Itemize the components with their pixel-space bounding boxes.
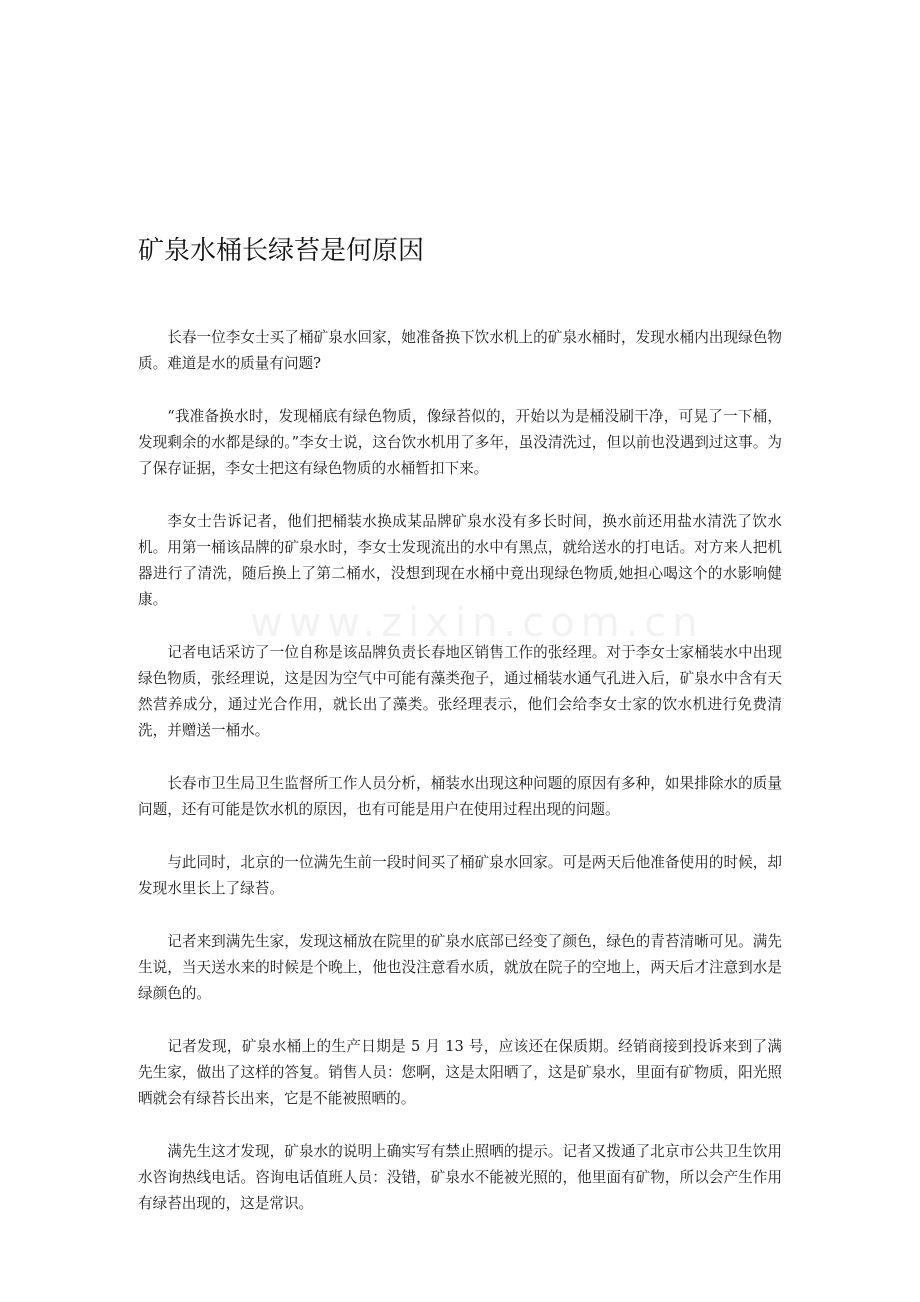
paragraph-2: “我准备换水时，发现桶底有绿色物质，像绿苔似的，开始以为是桶没刷干净，可晃了一下桶，发现剩余的水都是绿的。”李女士说，这台饮水机用了多年，虽没清洗过，但以前也没遇到过这事。为了保存证据，李女士把这有绿色物质的水桶暂扣下来。 xyxy=(138,408,782,477)
paragraph-6: 与此同时，北京的一位满先生前一段时间买了桶矿泉水回家。可是两天后他准备使用的时候，却发现水里长上了绿苔。 xyxy=(138,854,782,897)
article-body xyxy=(138,325,782,1244)
paragraph-8: 记者发现，矿泉水桶上的生产日期是 5 月 13 号，应该还在保质期。经销商接到投诉来到了满先生家，做出了这样的答复。销售人员：您啊，这是太阳晒了，这是矿泉水，里面有矿物质，阳光照晒就会有绿苔长出来，它是不能被照晒的。 xyxy=(138,1038,782,1107)
watermark-text: www.zixin.com.cn xyxy=(250,600,704,646)
paragraph-5: 长春市卫生局卫生监督所工作人员分析，桶装水出现这种问题的原因有多种，如果排除水的质量问题，还有可能是饮水机的原因，也有可能是用户在使用过程出现的问题。 xyxy=(138,775,782,818)
page-title: 矿泉水桶长绿苔是何原因 xyxy=(138,236,425,266)
paragraph-4: 记者电话采访了一位自称是该品牌负责长春地区销售工作的张经理。对于李女士家桶装水中出现绿色物质，张经理说，这是因为空气中可能有藻类孢子，通过桶装水通气孔进入后，矿泉水中含有天然营养成分，通过光合作用，就长出了藻类。张经理表示，他们会给李女士家的饮水机进行免费清洗，并赠送一桶水。 xyxy=(138,644,782,739)
paragraph-9: 满先生这才发现，矿泉水的说明上确实写有禁止照晒的提示。记者又拨通了北京市公共卫生饮用水咨询热线电话。咨询电话值班人员：没错，矿泉水不能被光照的，他里面有矿物，所以会产生作用有绿苔出现的，这是常识。 xyxy=(138,1143,782,1212)
paragraph-3: 李女士告诉记者，他们把桶装水换成某品牌矿泉水没有多长时间，换水前还用盐水清洗了饮水机。用第一桶该品牌的矿泉水时，李女士发现流出的水中有黑点，就给送水的打电话。对方来人把机器进行了清洗，随后换上了第二桶水，没想到现在水桶中竟出现绿色物质,她担心喝这个的水影响健康。 xyxy=(138,513,782,608)
paragraph-1: 长春一位李女士买了桶矿泉水回家，她准备换下饮水机上的矿泉水桶时，发现水桶内出现绿色物质。难道是水的质量有问题? xyxy=(138,329,782,372)
paragraph-7: 记者来到满先生家，发现这桶放在院里的矿泉水底部已经变了颜色，绿色的青苔清晰可见。满先生说，当天送水来的时候是个晚上，他也没注意看水质，就放在院子的空地上，两天后才注意到水是绿颜色的。 xyxy=(138,933,782,1002)
